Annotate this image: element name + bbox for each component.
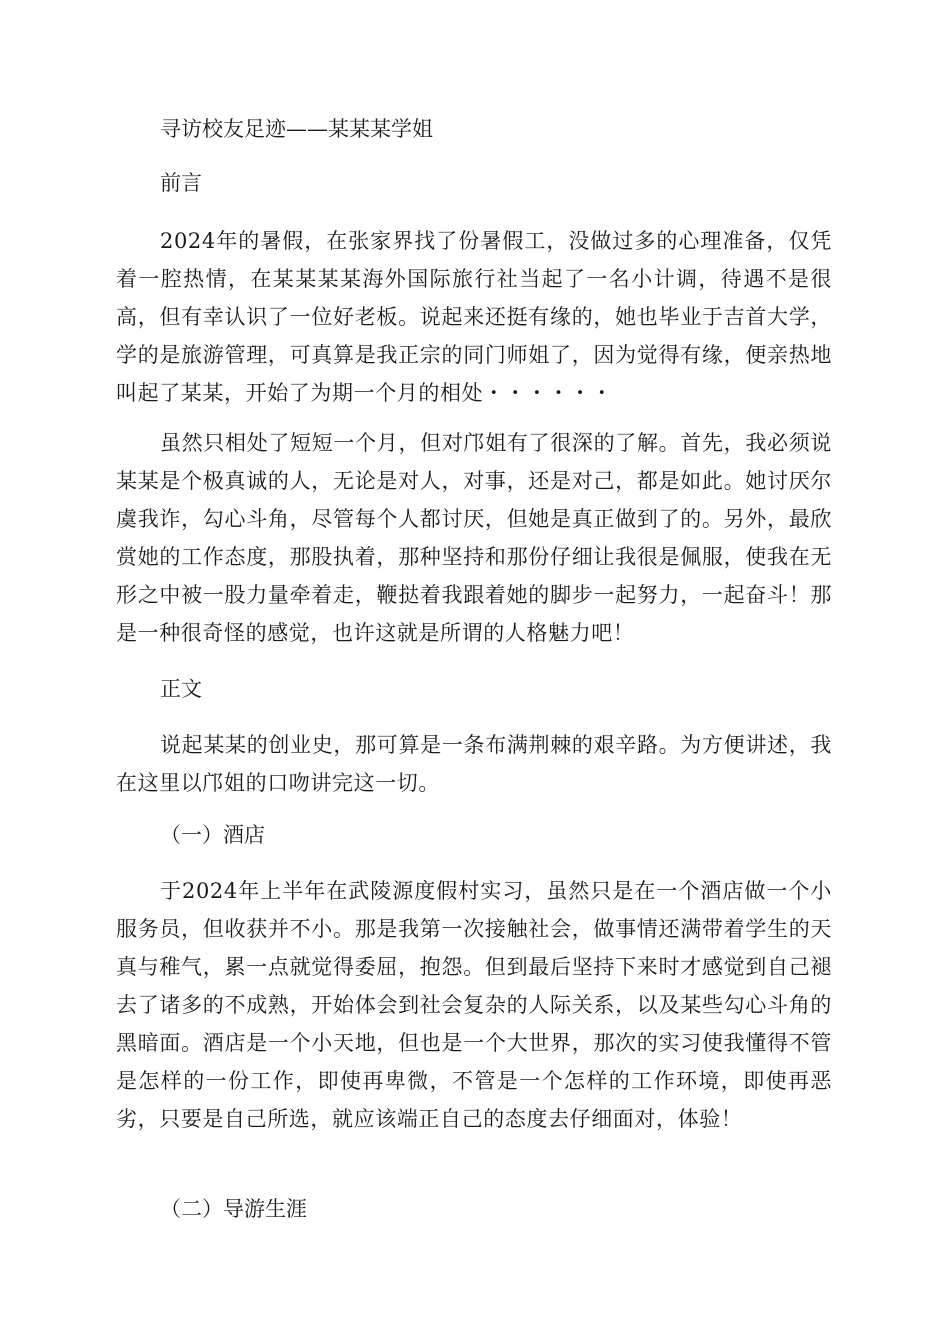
- section-2-heading: （二）导游生涯: [160, 1197, 307, 1221]
- body-intro-paragraph: 说起某某的创业史，那可算是一条布满荆棘的艰辛路。为方便讲述，我在这里以邝姐的口吻讲完这一切。: [116, 733, 832, 795]
- preface-paragraph-1: 2024年的暑假，在张家界找了份暑假工，没做过多的心理准备，仅凭着一腔热情，在某某某某海外国际旅行社当起了一名小计调，待遇不是很高，但有幸认识了一位好老板。说起来还挺有缘的，她也毕业于吉首大学，学的是旅游管理，可真算是我正宗的同门师姐了，因为觉得有缘，便亲热地叫起了某某，开始了为期一个月的相处・・・・・・: [116, 229, 832, 405]
- preface-heading: 前言: [160, 171, 202, 195]
- preface-paragraph-2: 虽然只相处了短短一个月，但对邝姐有了很深的了解。首先，我必须说某某是个极真诚的人，无论是对人，对事，还是对己，都是如此。她讨厌尔虞我诈，勾心斗角，尽管每个人都讨厌，但她是真正做到了的。另外，最欣赏她的工作态度，那股执着，那种坚持和那份仔细让我很是佩服，使我在无形之中被一股力量牵着走，鞭挞着我跟着她的脚步一起努力，一起奋斗！那是一种很奇怪的感觉，也许这就是所谓的人格魅力吧！: [116, 431, 832, 645]
- section-1-heading: （一）酒店: [160, 823, 265, 847]
- body-heading: 正文: [160, 677, 202, 701]
- document-title: 寻访校友足迹——某某某学姐: [160, 117, 433, 141]
- section-1-paragraph: 于2024年上半年在武陵源度假村实习，虽然只是在一个酒店做一个小服务员，但收获并不小。那是我第一次接触社会，做事情还满带着学生的天真与稚气，累一点就觉得委屈，抱怨。但到最后坚持下来时才感觉到自己褪去了诸多的不成熟，开始体会到社会复杂的人际关系，以及某些勾心斗角的黑暗面。酒店是一个小天地，但也是一个大世界，那次的实习使我懂得不管是怎样的一份工作，即使再卑微，不管是一个怎样的工作环境，即使再恶劣，只要是自己所选，就应该端正自己的态度去仔细面对，体验！: [116, 879, 832, 1131]
